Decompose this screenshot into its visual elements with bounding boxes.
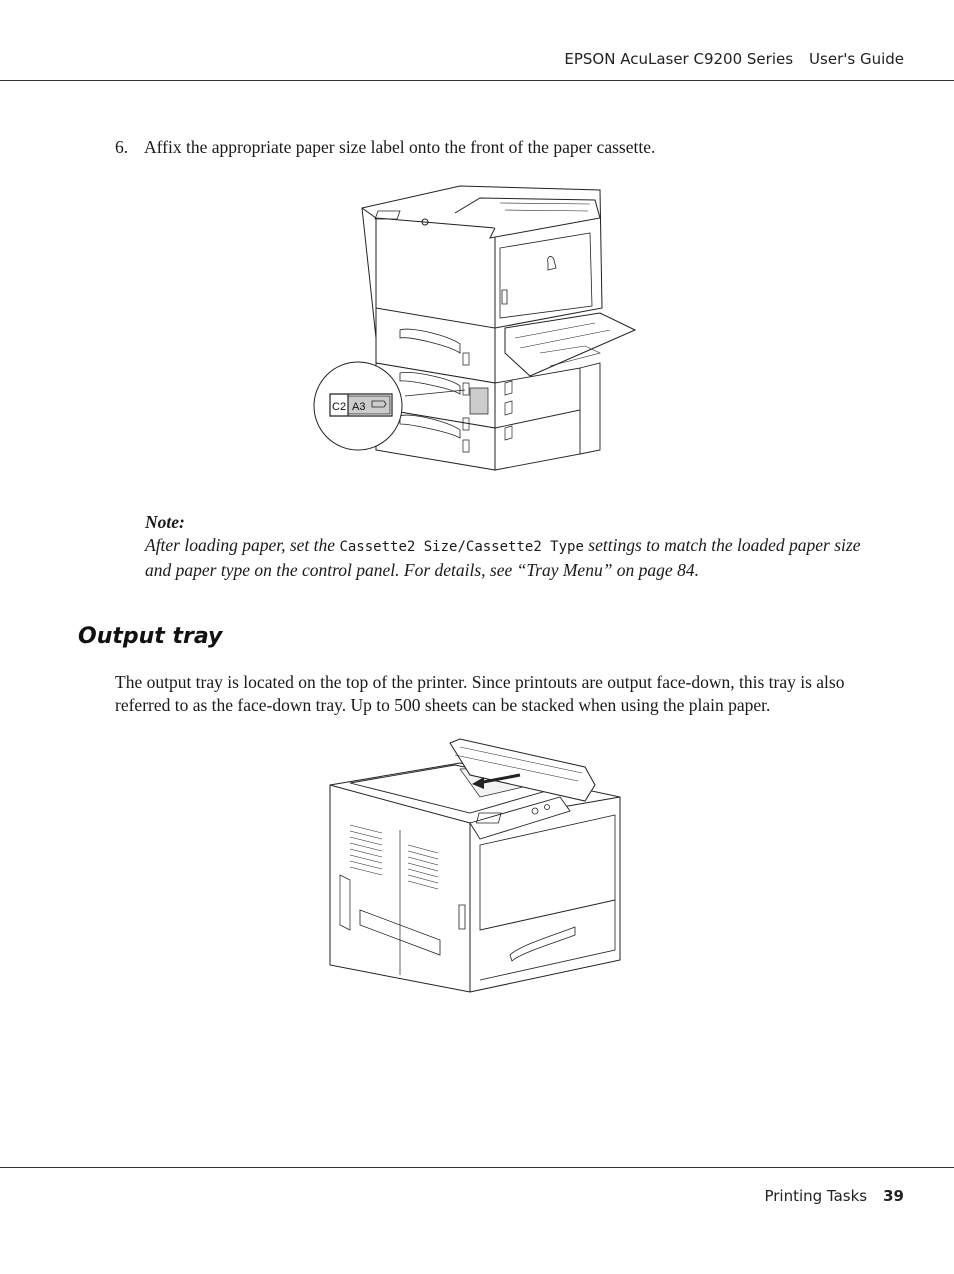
step-number: 6. — [115, 137, 129, 157]
header-guide: User's Guide — [809, 50, 904, 68]
page-header — [564, 50, 904, 68]
step-text: Affix the appropriate paper size label onto the front of the paper cassette. — [144, 137, 656, 157]
section-title: Output tray — [78, 624, 223, 649]
header-rule — [0, 80, 954, 81]
header-product: EPSON AcuLaser C9200 Series — [564, 50, 794, 68]
output-tray-illustration — [320, 735, 630, 997]
section-paragraph: The output tray is located on the top of the printer. Since printouts are output face-down, this tray is also referred to as the face-down tray. Up to 500 sheets can be stacked when using the plain paper. — [115, 672, 845, 715]
page-footer — [764, 1187, 904, 1205]
footer-section: Printing Tasks — [764, 1187, 868, 1205]
note-label: Note: — [145, 512, 185, 532]
step-6 — [115, 137, 655, 158]
footer-rule — [0, 1167, 954, 1168]
callout-size-label: A3 — [352, 401, 366, 413]
setting-cassette2-size: Cassette2 Size — [339, 539, 458, 555]
page-number: 39 — [883, 1187, 904, 1205]
setting-separator: / — [457, 539, 466, 555]
note-block — [145, 511, 875, 582]
note-text-after: settings to match the loaded paper size and paper type on the control panel. For details, see “Tray Menu” on page 84. — [145, 535, 861, 580]
callout-cassette-label: C2 — [332, 401, 347, 413]
setting-cassette2-type: Cassette2 Type — [465, 539, 584, 555]
note-text-before: After loading paper, set the — [145, 535, 340, 555]
printer-cassette-illustration — [310, 178, 650, 483]
